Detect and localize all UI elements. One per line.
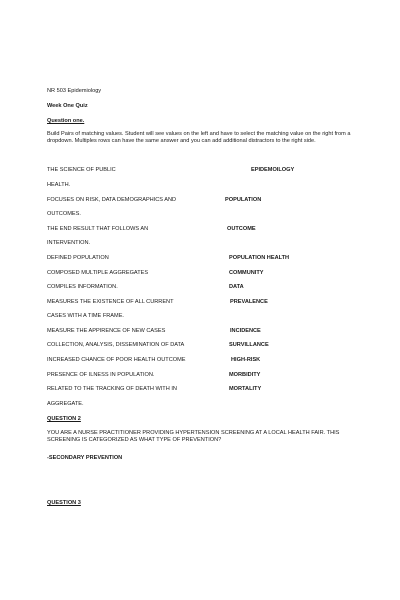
pair-left: THE END RESULT THAT FOLLOWS AN [47,226,149,232]
pair-right: INCIDENCE [230,328,261,334]
pair-row [47,372,367,380]
question-two-prompt: YOU ARE A NURSE PRACTITIONER PROVIDING HYPERTENSION SCREENING AT A LOCAL HEALTH FAIR. THIS SCREENING IS CATEGORIZED AS WHAT TYPE OF PREVENTION? [47,430,340,443]
question-two-heading: QUESTION 2 [47,416,81,422]
pair-row [47,328,367,336]
pair-row [47,357,367,365]
pair-row [47,240,367,248]
question-one-heading: Question one. [47,118,85,124]
pair-right: MORBIDITY [229,372,261,378]
pair-row [47,270,367,278]
pair-row [47,342,367,350]
pair-right: MORTALITY [229,386,262,392]
course-title: NR 503 Epidemiology [47,88,102,94]
pair-left: AGGREGATE. [47,401,84,407]
pair-row [47,211,367,219]
pair-right: DATA [229,284,244,290]
pair-left: FOCUSES ON RISK, DATA DEMOGRAPHICS AND [47,197,177,203]
pair-row [47,386,367,394]
question-one-instructions: Build Pairs of matching values. Student will see values on the left and have to select the matching value on the right from a dropdown. Multiples rows can have the same answer and you can add additional distractors to the right side. [47,131,351,144]
pair-row [47,299,367,307]
pair-left: DEFINED POPULATION [47,255,109,261]
pair-row [47,401,367,409]
pair-left: THE SCIENCE OF PUBLIC [47,167,116,173]
pair-row [47,313,367,321]
quiz-title: Week One Quiz [47,103,88,109]
pair-left: PRESENCE OF ILNESS IN POPULATION. [47,372,155,378]
pair-row [47,167,367,175]
question-two-answer: -SECONDARY PREVENTION [47,455,123,461]
pair-left: MEASURE THE APPIRENCE OF NEW CASES [47,328,166,334]
pair-left: INCREASED CHANCE OF POOR HEALTH OUTCOME [47,357,186,363]
pair-left: COMPOSED MULTIPLE AGGREGATES [47,270,149,276]
pair-row [47,255,367,263]
question-three-heading: QUESTION 3 [47,500,81,506]
pair-right: POPULATION [225,197,262,203]
pair-left: RELATED TO THE TRACKING OF DEATH WITH IN [47,386,177,392]
pair-row [47,284,367,292]
pair-row [47,197,367,205]
pair-left: OUTCOMES. [47,211,81,217]
pair-right: SURVILLANCE [229,342,269,348]
pair-right: PREVALENCE [230,299,268,305]
pair-right: COMMUNITY [229,270,264,276]
pair-row [47,182,367,190]
pair-right: OUTCOME [227,226,256,232]
pair-row [47,226,367,234]
pair-right: HIGH-RISK [231,357,261,363]
pair-right: POPULATION HEALTH [229,255,290,261]
pair-left: MEASURES THE EXISTENCE OF ALL CURRENT [47,299,174,305]
pair-left: COMPILES INFORMATION. [47,284,118,290]
pair-left: COLLECTION, ANALYSIS, DISSEMINATION OF DATA [47,342,185,348]
pair-left: CASES WITH A TIME FRAME. [47,313,124,319]
pair-left: INTERVENTION. [47,240,91,246]
pair-left: HEALTH. [47,182,71,188]
pair-right: EPIDEMOILOGY [251,167,295,173]
